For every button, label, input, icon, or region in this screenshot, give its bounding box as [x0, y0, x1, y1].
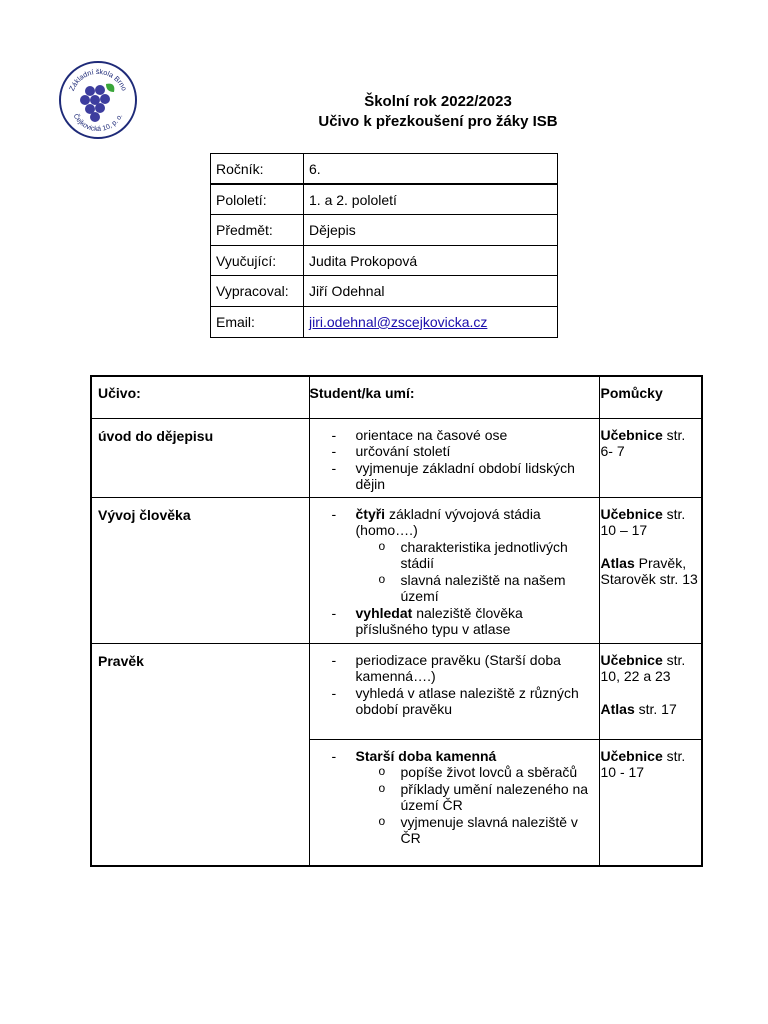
- logo-top-text: Základní škola Brno: [67, 66, 129, 93]
- skill-item: - vyjmenuje základní období lidských dějin: [310, 460, 597, 493]
- aids-cell: [599, 497, 702, 643]
- email-link[interactable]: jiri.odehnal@zscejkovicka.cz: [309, 313, 488, 330]
- sub-skill-item: o slavná naleziště na našem území: [310, 572, 597, 605]
- sub-skill-item: o popíše život lovců a sběračů: [310, 764, 597, 781]
- aids-cell: [599, 418, 702, 497]
- skill-text: základní vývojová stádia (homo….): [355, 505, 541, 538]
- topic-cell: Pravěk: [91, 643, 309, 866]
- skills-cell: [309, 497, 599, 643]
- document-title: [0, 92, 768, 132]
- skill-item: [310, 748, 597, 765]
- info-label: Ročník:: [211, 154, 304, 185]
- topic-cell: úvod do dějepisu: [91, 418, 309, 497]
- info-row: [211, 184, 558, 215]
- skill-item: [310, 506, 597, 539]
- skills-cell: [309, 643, 599, 739]
- aids-cell: [599, 739, 702, 866]
- aids-bold: Učebnice: [600, 505, 663, 522]
- skill-text: naleziště člověka příslušného typu v atlase: [355, 604, 523, 637]
- header-topic: Učivo:: [91, 376, 309, 418]
- aids-bold: Učebnice: [600, 747, 663, 764]
- header-skills: Student/ka umí:: [309, 376, 599, 418]
- info-row: [211, 215, 558, 246]
- curriculum-table: [90, 375, 703, 867]
- table-row: [91, 643, 702, 739]
- info-row: [211, 154, 558, 185]
- aids-text: str. 10, 22 a 23: [600, 651, 686, 684]
- skill-bold: Starší doba kamenná: [355, 747, 497, 764]
- aids-bold: Atlas: [600, 700, 635, 717]
- aids-text: str. 17: [634, 700, 677, 717]
- info-label: Vypracoval:: [211, 276, 304, 307]
- sub-skill-item: o vyjmenuje slavná naleziště v ČR: [310, 814, 597, 847]
- info-value: Dějepis: [304, 215, 558, 246]
- info-label: Email:: [211, 306, 304, 337]
- logo-bottom-text: Čejkovická 10, p. o.: [71, 112, 125, 134]
- skill-bold: vyhledat: [355, 604, 413, 621]
- info-row: [211, 276, 558, 307]
- skills-cell: [309, 739, 599, 866]
- skills-cell: [309, 418, 599, 497]
- aids-text: str. 6- 7: [600, 426, 686, 459]
- info-value: Judita Prokopová: [304, 245, 558, 276]
- aids-bold: Atlas: [600, 554, 635, 571]
- email-cell: [304, 306, 558, 337]
- aids-text: str. 10 – 17: [600, 505, 686, 538]
- aids-text: Pravěk, Starověk str. 13: [600, 554, 698, 587]
- skill-item: - určování století: [310, 443, 597, 460]
- sub-skill-item: o příklady umění nalezeného na území ČR: [310, 781, 597, 814]
- aids-text: str. 10 - 17: [600, 747, 686, 780]
- aids-bold: Učebnice: [600, 426, 663, 443]
- info-label: Předmět:: [211, 215, 304, 246]
- skill-bold: čtyři: [355, 505, 386, 522]
- skill-item: - vyhledá v atlase naleziště z různých období pravěku: [310, 685, 597, 718]
- info-value: 1. a 2. pololetí: [304, 184, 558, 215]
- skill-item: - periodizace pravěku (Starší doba kamenná….): [310, 652, 597, 685]
- header-aids: Pomůcky: [599, 376, 702, 418]
- info-label: Pololetí:: [211, 184, 304, 215]
- aids-cell: [599, 643, 702, 739]
- table-row: [91, 497, 702, 643]
- info-table: [210, 153, 558, 338]
- subtitle: Učivo k přezkoušení pro žáky ISB: [318, 113, 558, 130]
- school-year: Školní rok 2022/2023: [364, 93, 512, 110]
- info-row: [211, 306, 558, 337]
- table-row: [91, 418, 702, 497]
- topic-cell: Vývoj člověka: [91, 497, 309, 643]
- skill-item: [310, 605, 597, 638]
- info-row: [211, 245, 558, 276]
- info-label: Vyučující:: [211, 245, 304, 276]
- aids-bold: Učebnice: [600, 651, 663, 668]
- table-header-row: [91, 376, 702, 418]
- info-value: 6.: [304, 154, 558, 185]
- skill-item: - orientace na časové ose: [310, 427, 597, 444]
- sub-skill-item: o charakteristika jednotlivých stádií: [310, 539, 597, 572]
- info-value: Jiří Odehnal: [304, 276, 558, 307]
